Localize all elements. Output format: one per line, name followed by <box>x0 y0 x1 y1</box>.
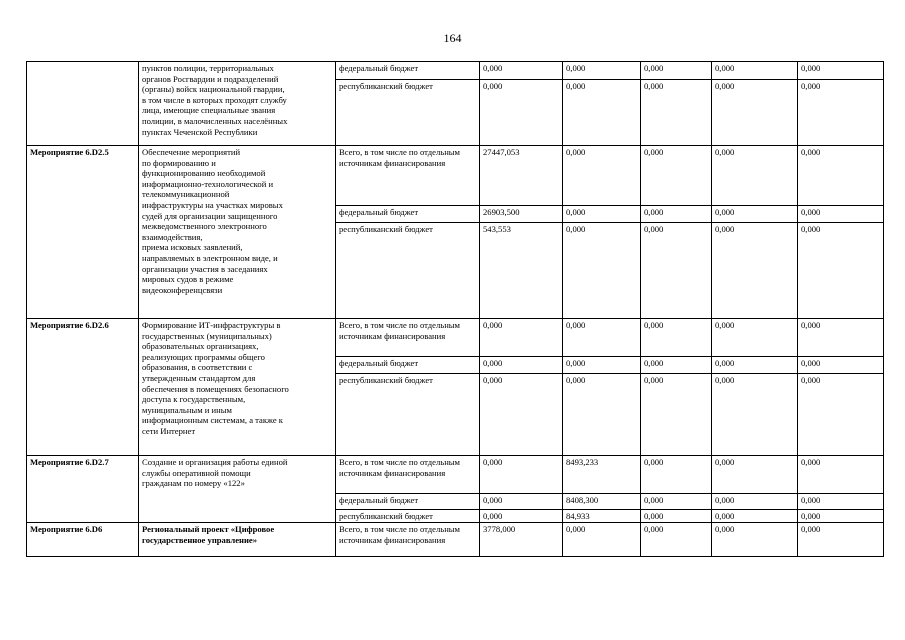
amount-cell: 0,000 <box>480 357 563 374</box>
description-line: функционированию необходимой <box>142 168 266 179</box>
description-line: телекоммуникационной <box>142 189 230 200</box>
amount-cell: 0,000 <box>641 456 712 494</box>
description-line: реализующих программы общего <box>142 351 265 362</box>
activity-description <box>139 319 336 456</box>
amount-cell: 84,933 <box>563 510 641 523</box>
amount-cell: 3778,000 <box>480 523 563 557</box>
amount-cell: 0,000 <box>712 146 798 206</box>
amount-cell: 0,000 <box>798 456 884 494</box>
amount-cell: 0,000 <box>641 146 712 206</box>
description-line: муниципальным и иным <box>142 404 232 415</box>
amount-cell: 0,000 <box>712 374 798 456</box>
amount-cell: 0,000 <box>798 223 884 319</box>
amount-cell: 0,000 <box>563 319 641 357</box>
funding-source: республиканский бюджет <box>336 510 480 523</box>
amount-cell: 0,000 <box>798 206 884 223</box>
amount-cell: 0,000 <box>712 206 798 223</box>
amount-cell: 0,000 <box>480 319 563 357</box>
description-line: лица, имеющие специальные звания <box>142 105 276 116</box>
description-line: сети Интернет <box>142 425 196 436</box>
amount-cell: 0,000 <box>798 374 884 456</box>
description-line: службы оперативной помощи <box>142 467 251 478</box>
description-line: Формирование ИТ-инфраструктуры в <box>142 320 281 330</box>
activity-description <box>139 146 336 319</box>
funding-source: Всего, в том числе по отдельным источникам финансирования <box>336 319 480 357</box>
amount-cell: 0,000 <box>798 523 884 557</box>
table-row <box>27 319 884 357</box>
description-line: Обеспечение мероприятий <box>142 147 241 157</box>
description-line: государственных (муниципальных) <box>142 330 272 341</box>
table-row <box>27 523 884 557</box>
description-line: (органы) войск национальной гвардии, <box>142 84 285 95</box>
amount-cell: 0,000 <box>712 319 798 357</box>
funding-source: Всего, в том числе по отдельным источникам финансирования <box>336 146 480 206</box>
description-line: информационно-технологической и <box>142 178 274 189</box>
amount-cell: 26903,500 <box>480 206 563 223</box>
activity-description <box>139 62 336 146</box>
description-line: органов Росгвардии и подразделений <box>142 73 279 84</box>
description-line: приема исковых заявлений, <box>142 242 243 253</box>
page-number: 164 <box>443 31 462 45</box>
amount-cell: 8493,233 <box>563 456 641 494</box>
amount-cell: 0,000 <box>798 510 884 523</box>
amount-cell: 0,000 <box>712 223 798 319</box>
description-line: образовательных организациях, <box>142 341 259 352</box>
funding-source: республиканский бюджет <box>336 374 480 456</box>
funding-source: федеральный бюджет <box>336 357 480 374</box>
amount-cell: 0,000 <box>563 374 641 456</box>
amount-cell: 0,000 <box>480 510 563 523</box>
amount-cell: 0,000 <box>563 146 641 206</box>
description-line: взаимодействия, <box>142 231 203 242</box>
description-line: информационным системам, а также к <box>142 415 283 426</box>
amount-cell: 0,000 <box>480 456 563 494</box>
funding-source: республиканский бюджет <box>336 80 480 146</box>
funding-source: федеральный бюджет <box>336 206 480 223</box>
description-line: Создание и организация работы единой <box>142 457 288 467</box>
amount-cell: 0,000 <box>798 357 884 374</box>
funding-source: Всего, в том числе по отдельным источникам финансирования <box>336 456 480 494</box>
amount-cell: 0,000 <box>563 80 641 146</box>
description-line: полиции, в малочисленных населённых <box>142 115 288 126</box>
table-row <box>27 62 884 80</box>
amount-cell: 0,000 <box>712 62 798 80</box>
description-line: гражданам по номеру «122» <box>142 478 245 489</box>
amount-cell: 0,000 <box>641 357 712 374</box>
amount-cell: 0,000 <box>480 494 563 510</box>
amount-cell: 0,000 <box>563 206 641 223</box>
amount-cell: 0,000 <box>798 146 884 206</box>
amount-cell: 0,000 <box>641 374 712 456</box>
amount-cell: 0,000 <box>641 510 712 523</box>
activity-description <box>139 456 336 523</box>
description-line: межведомственного электронного <box>142 221 267 232</box>
amount-cell: 0,000 <box>712 494 798 510</box>
table-row <box>27 456 884 494</box>
funding-source: федеральный бюджет <box>336 62 480 80</box>
description-line: в том числе в которых проходят службу <box>142 94 287 105</box>
description-line: Региональный проект «Цифровое <box>142 524 275 534</box>
amount-cell: 0,000 <box>712 357 798 374</box>
amount-cell: 0,000 <box>563 523 641 557</box>
amount-cell: 0,000 <box>480 62 563 80</box>
description-line: по формированию и <box>142 157 216 168</box>
amount-cell: 0,000 <box>563 357 641 374</box>
amount-cell: 0,000 <box>480 80 563 146</box>
funding-source: федеральный бюджет <box>336 494 480 510</box>
description-line: организации участия в заседаниях <box>142 263 268 274</box>
description-line: пунктов полиции, территориальных <box>142 63 274 73</box>
amount-cell: 0,000 <box>641 494 712 510</box>
amount-cell: 0,000 <box>798 494 884 510</box>
table-row <box>27 146 884 206</box>
amount-cell: 0,000 <box>563 223 641 319</box>
amount-cell: 0,000 <box>798 62 884 80</box>
amount-cell: 0,000 <box>641 223 712 319</box>
amount-cell: 0,000 <box>641 62 712 80</box>
description-line: видеоконференцсвязи <box>142 284 223 295</box>
description-line: направляемых в электронном виде, и <box>142 252 278 263</box>
activity-code: Мероприятие 6.D2.5 <box>27 146 139 319</box>
description-line: государственное управление» <box>142 534 258 545</box>
amount-cell: 27447,053 <box>480 146 563 206</box>
amount-cell: 0,000 <box>798 319 884 357</box>
funding-source: Всего, в том числе по отдельным источникам финансирования <box>336 523 480 557</box>
description-line: инфраструктуры на участках мировых <box>142 199 283 210</box>
amount-cell: 0,000 <box>712 456 798 494</box>
activity-code: Мероприятие 6.D2.7 <box>27 456 139 523</box>
activity-code: Мероприятие 6.D2.6 <box>27 319 139 456</box>
description-line: доступа к государственным, <box>142 394 246 405</box>
activity-description <box>139 523 336 557</box>
description-line: судей для организации защищенного <box>142 210 278 221</box>
description-line: обеспечения в помещениях безопасного <box>142 383 289 394</box>
amount-cell: 0,000 <box>712 523 798 557</box>
amount-cell: 0,000 <box>712 80 798 146</box>
amount-cell: 0,000 <box>641 523 712 557</box>
amount-cell: 0,000 <box>641 319 712 357</box>
amount-cell: 0,000 <box>798 80 884 146</box>
activity-code <box>27 62 139 146</box>
amount-cell: 543,553 <box>480 223 563 319</box>
description-line: образования, в соответствии с <box>142 362 253 373</box>
amount-cell: 0,000 <box>641 80 712 146</box>
description-line: утвержденным стандартом для <box>142 372 256 383</box>
description-line: мировых судов в режиме <box>142 274 234 285</box>
amount-cell: 0,000 <box>563 62 641 80</box>
amount-cell: 0,000 <box>641 206 712 223</box>
amount-cell: 0,000 <box>712 510 798 523</box>
description-line: пунктах Чеченской Республики <box>142 126 258 137</box>
funding-source: республиканский бюджет <box>336 223 480 319</box>
amount-cell: 8408,300 <box>563 494 641 510</box>
funding-table <box>26 61 884 557</box>
amount-cell: 0,000 <box>480 374 563 456</box>
activity-code: Мероприятие 6.D6 <box>27 523 139 557</box>
